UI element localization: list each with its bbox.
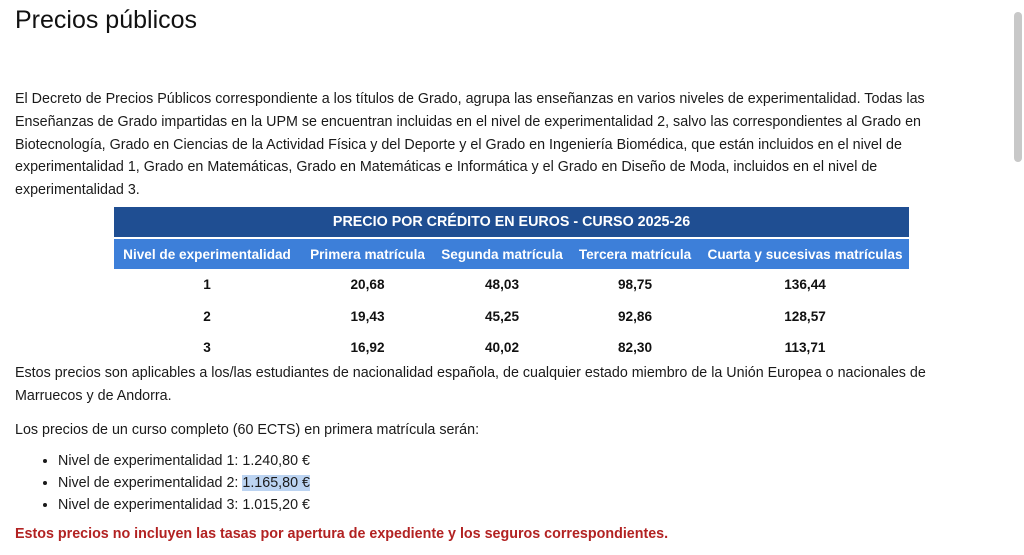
list-item-label: Nivel de experimentalidad 1: xyxy=(58,453,243,469)
table-cell: 2 xyxy=(203,308,211,324)
table-cell: 136,44 xyxy=(784,277,826,293)
scrollbar-thumb[interactable] xyxy=(1014,12,1022,162)
price-table xyxy=(114,207,909,364)
column-header-first: Primera matrícula xyxy=(300,238,435,269)
intro-paragraph: El Decreto de Precios Públicos correspondiente a los títulos de Grado, agrupa las enseñanzas en varios niveles de experimentalidad. Todas las Enseñanzas de Grado impartidas en la UPM se encuentran incluidas en el nivel de experimentalidad 2, salvo las correspondientes al Grado en Biotecnología, Grado en Ciencias de la Actividad Física y del Deporte y el Grado en Ingeniería Biomédica, que están incluidos en el nivel de experimentalidad 1, Grado en Matemáticas, Grado en Matemáticas e Informática y el Grado en Diseño de Moda, incluidos en el nivel de experimentalidad 3. xyxy=(15,91,925,199)
table-cell: 113,71 xyxy=(784,340,826,356)
table-row xyxy=(114,332,909,364)
course-price-list xyxy=(15,450,310,516)
table-cell: 98,75 xyxy=(617,277,653,293)
column-header-fourth: Cuarta y sucesivas matrículas xyxy=(701,238,909,269)
list-item-value: 1.240,80 € xyxy=(242,453,310,469)
fees-warning: Estos precios no incluyen las tasas por apertura de expediente y los seguros correspondientes. xyxy=(15,526,669,542)
list-item xyxy=(58,494,310,516)
table-cell: 128,57 xyxy=(784,308,826,324)
table-cell: 20,68 xyxy=(350,277,385,293)
selected-text-value: 1.165,80 € xyxy=(242,475,310,491)
table-cell: 1 xyxy=(203,277,211,293)
list-item-label: Nivel de experimentalidad 2: xyxy=(58,475,243,491)
list-item-label: Nivel de experimentalidad 3: xyxy=(58,497,243,513)
list-item xyxy=(58,450,310,472)
table-row xyxy=(114,269,909,301)
table-cell: 82,30 xyxy=(617,340,653,356)
course-price-intro: Los precios de un curso completo (60 ECTS) en primera matrícula serán: xyxy=(15,422,480,438)
applicability-paragraph: Estos precios son aplicables a los/las estudiantes de nacionalidad española, de cualquier estado miembro de la Unión Europea o nacionales de Marruecos y de Andorra. xyxy=(15,365,926,404)
table-cell: 45,25 xyxy=(484,308,520,324)
column-header-level: Nivel de experimentalidad xyxy=(114,238,300,269)
table-cell: 19,43 xyxy=(350,308,385,324)
table-row xyxy=(114,301,909,333)
table-cell: 3 xyxy=(203,340,211,356)
table-cell: 48,03 xyxy=(484,277,520,293)
table-cell: 40,02 xyxy=(484,340,520,356)
list-item xyxy=(58,472,310,494)
table-cell: 16,92 xyxy=(350,340,385,356)
column-header-third: Tercera matrícula xyxy=(569,238,701,269)
table-caption: PRECIO POR CRÉDITO EN EUROS - CURSO 2025-26 xyxy=(114,207,909,238)
column-header-second: Segunda matrícula xyxy=(435,238,569,269)
table-cell: 92,86 xyxy=(617,308,653,324)
page-title: Precios públicos xyxy=(15,6,198,34)
list-item-value: 1.015,20 € xyxy=(242,497,310,513)
